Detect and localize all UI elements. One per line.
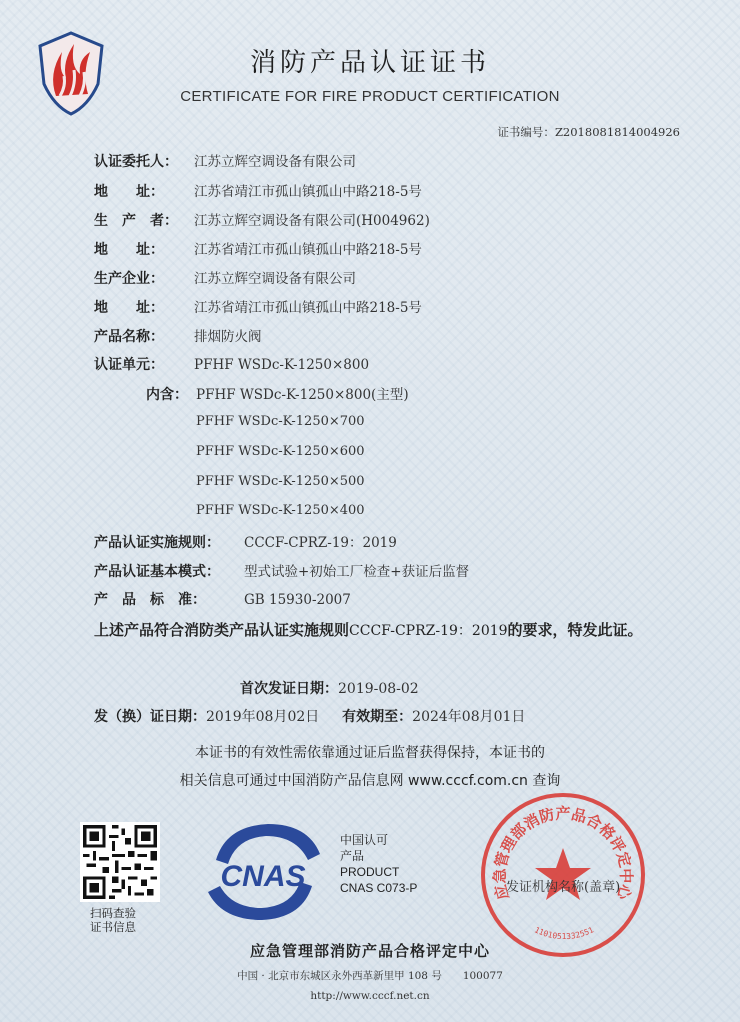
field-label: 产品名称： <box>94 329 164 345</box>
conformity-rule: CCCF-CPRZ-19：2019 <box>349 623 508 639</box>
field-value: 江苏省靖江市孤山镇孤山中路218-5号 <box>194 300 422 316</box>
field-label: 地 址： <box>94 242 164 258</box>
field-row <box>94 238 422 259</box>
cnas-line: CNAS C073-P <box>340 881 418 895</box>
field-label: 认证单元： <box>94 357 164 373</box>
first-issue-value: 2019-08-02 <box>338 681 419 697</box>
qr-caption-line2: 证书信息 <box>90 920 136 934</box>
issuer-name-stamp-label: 发证机构名称(盖章) <box>506 880 621 895</box>
field-label: 生产企业： <box>94 271 164 287</box>
field-label: 认证委托人： <box>94 154 178 170</box>
issuing-organization: 应急管理部消防产品合格评定中心 <box>249 942 490 960</box>
field-value: PFHF WSDc-K-1250×800 <box>194 357 370 373</box>
field-row <box>94 267 356 288</box>
issue-date-value: 2019年08月02日 <box>206 709 320 725</box>
qr-caption-line1: 扫码查验 <box>90 906 136 920</box>
field-value: 排烟防火阀 <box>194 329 262 345</box>
rule-value: 型式试验+初始工厂检查+获证后监督 <box>244 564 470 580</box>
field-label: 地 址： <box>94 300 164 316</box>
conformity-text-1: 上述产品符合消防类产品认证实施规则 <box>94 621 350 639</box>
official-seal-icon <box>478 790 648 960</box>
certificate-number <box>497 124 680 140</box>
first-issue-date <box>240 678 419 698</box>
model-item: PFHF WSDc-K-1250×800(主型) <box>196 387 409 403</box>
field-value: 江苏立辉空调设备有限公司 <box>194 154 356 170</box>
field-value: 江苏省靖江市孤山镇孤山中路218-5号 <box>194 242 422 258</box>
model-item: PFHF WSDc-K-1250×600 <box>196 444 365 459</box>
issue-validity-line <box>94 706 525 726</box>
rule-value: CCCF-CPRZ-19：2019 <box>244 535 397 551</box>
rule-row <box>94 531 397 552</box>
qr-code-icon[interactable] <box>80 822 160 902</box>
rule-value: GB 15930-2007 <box>244 592 351 608</box>
rule-label: 产品认证基本模式： <box>94 564 220 580</box>
field-row <box>94 296 422 317</box>
conformity-text-2: 的要求，特发此证。 <box>507 621 643 639</box>
cnas-line: 产品 <box>340 849 365 863</box>
certificate-number-label: 证书编号： <box>497 125 555 139</box>
cnas-line: PRODUCT <box>340 865 400 879</box>
cnas-logo-text: CNAS <box>220 860 306 893</box>
seal-serial-number: 1101051332551 <box>532 925 596 942</box>
field-label: 地 址： <box>94 184 164 200</box>
seal-ring-text: 应急管理部消防产品合格评定中心 <box>490 804 636 902</box>
cnas-accreditation-text <box>340 832 417 896</box>
field-row <box>94 325 262 346</box>
field-row <box>94 180 422 201</box>
qr-caption <box>90 906 136 934</box>
validity-notice-line2: 相关信息可通过中国消防产品信息网 www.cccf.com.cn 查询 <box>179 773 561 789</box>
issue-date-label: 发（换）证日期： <box>94 709 206 725</box>
contains-row <box>146 383 409 404</box>
validity-notice-line1: 本证书的有效性需依靠通过证后监督获得保持，本证书的 <box>195 745 545 761</box>
organization-website-link[interactable]: http://www.cccf.net.cn <box>310 990 430 1002</box>
valid-until-value: 2024年08月01日 <box>412 709 526 725</box>
field-row <box>94 150 356 171</box>
rule-label: 产品认证实施规则： <box>94 535 220 551</box>
certificate-number-value: Z2018081814004926 <box>554 125 680 139</box>
model-item: PFHF WSDc-K-1250×700 <box>196 414 365 429</box>
rule-row <box>94 589 351 609</box>
rule-label: 产 品 标 准： <box>94 592 206 608</box>
cnas-line: 中国认可 <box>340 833 389 847</box>
certificate-title-cn: 消防产品认证证书 <box>249 48 490 78</box>
model-item: PFHF WSDc-K-1250×400 <box>196 503 365 518</box>
certificate-title-en: CERTIFICATE FOR FIRE PRODUCT CERTIFICATION <box>180 88 560 105</box>
contains-label: 内含： <box>146 387 188 403</box>
field-row <box>94 209 430 230</box>
conformity-statement <box>94 614 654 647</box>
field-label: 生 产 者： <box>94 213 178 229</box>
field-value: 江苏立辉空调设备有限公司(H004962) <box>194 213 430 229</box>
field-value: 江苏立辉空调设备有限公司 <box>194 271 356 287</box>
field-row <box>94 354 369 374</box>
first-issue-label: 首次发证日期： <box>240 681 338 697</box>
svg-text:1101051332551 <box>533 925 595 941</box>
valid-until-label: 有效期至： <box>342 709 413 725</box>
cnas-logo-icon <box>196 820 330 926</box>
rule-row <box>94 560 469 581</box>
field-value: 江苏省靖江市孤山镇孤山中路218-5号 <box>194 184 422 200</box>
organization-address: 中国 · 北京市东城区永外西革新里甲 108 号 100077 <box>237 970 503 982</box>
model-item: PFHF WSDc-K-1250×500 <box>196 474 365 489</box>
